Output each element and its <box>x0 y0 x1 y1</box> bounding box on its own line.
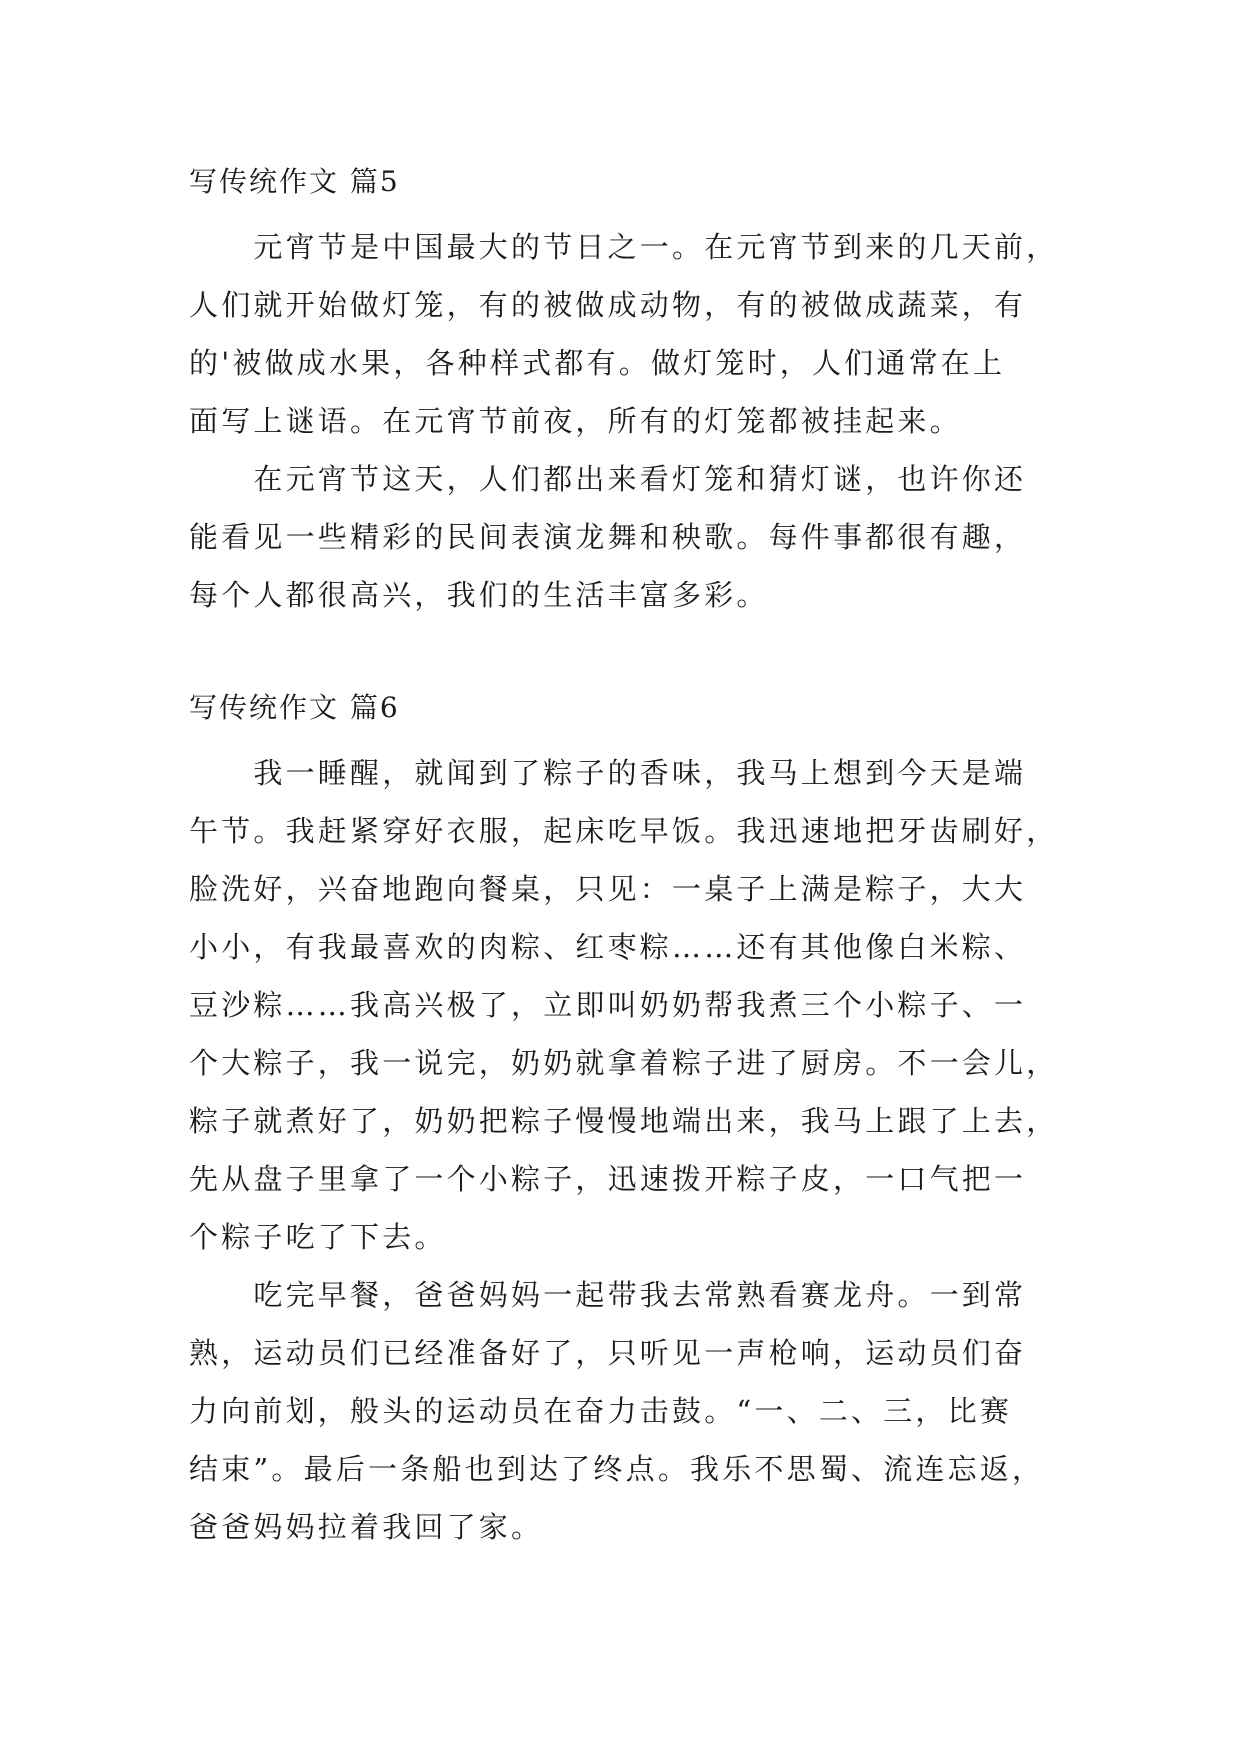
text-line: 力向前划，般头的运动员在奋力击鼓。“一、二、三，比赛 <box>189 1394 1013 1428</box>
text-line: 熟，运动员们已经准备好了，只听见一声枪响，运动员们奋 <box>189 1336 1027 1370</box>
paragraph <box>189 1266 1089 1556</box>
paragraph <box>189 218 1089 450</box>
paragraph <box>189 744 1089 1266</box>
text-line: 人们就开始做灯笼，有的被做成动物，有的被做成蔬菜，有 <box>189 288 1027 322</box>
text-line: 吃完早餐，爸爸妈妈一起带我去常熟看赛龙舟。一到常 <box>189 1278 1027 1312</box>
text-line: 个粽子吃了下去。 <box>189 1220 447 1254</box>
text-line: 能看见一些精彩的民间表演龙舞和秧歌。每件事都很有趣， <box>189 520 1027 554</box>
essay-section-6 <box>189 688 1089 1556</box>
text-line: 每个人都很高兴，我们的生活丰富多彩。 <box>189 578 769 612</box>
text-line: 结束”。最后一条船也到达了终点。我乐不思蜀、流连忘返， <box>189 1452 1045 1486</box>
text-line: 元宵节是中国最大的节日之一。在元宵节到来的几天前， <box>189 230 1059 264</box>
essay-section-5 <box>189 162 1089 624</box>
text-line: 粽子就煮好了，奶奶把粽子慢慢地端出来，我马上跟了上去， <box>189 1104 1059 1138</box>
text-line: 我一睡醒，就闻到了粽子的香味，我马上想到今天是端 <box>189 756 1027 790</box>
section-heading: 写传统作文 篇5 <box>189 165 400 198</box>
text-line: 午节。我赶紧穿好衣服，起床吃早饭。我迅速地把牙齿刷好， <box>189 814 1059 848</box>
paragraph <box>189 450 1089 624</box>
section-heading: 写传统作文 篇6 <box>189 691 400 724</box>
text-line: 的'被做成水果，各种样式都有。做灯笼时，人们通常在上 <box>189 346 1006 380</box>
text-line: 先从盘子里拿了一个小粽子，迅速拨开粽子皮，一口气把一 <box>189 1162 1027 1196</box>
text-line: 爸爸妈妈拉着我回了家。 <box>189 1510 544 1544</box>
text-line: 豆沙粽……我高兴极了，立即叫奶奶帮我煮三个小粽子、一 <box>189 988 1027 1022</box>
text-line: 脸洗好，兴奋地跑向餐桌，只见：一桌子上满是粽子，大大 <box>189 872 1027 906</box>
text-line: 面写上谜语。在元宵节前夜，所有的灯笼都被挂起来。 <box>189 404 962 438</box>
text-line: 个大粽子，我一说完，奶奶就拿着粽子进了厨房。不一会儿， <box>189 1046 1059 1080</box>
text-line: 在元宵节这天，人们都出来看灯笼和猜灯谜，也许你还 <box>189 462 1027 496</box>
text-line: 小小，有我最喜欢的肉粽、红枣粽……还有其他像白米粽、 <box>189 930 1027 964</box>
